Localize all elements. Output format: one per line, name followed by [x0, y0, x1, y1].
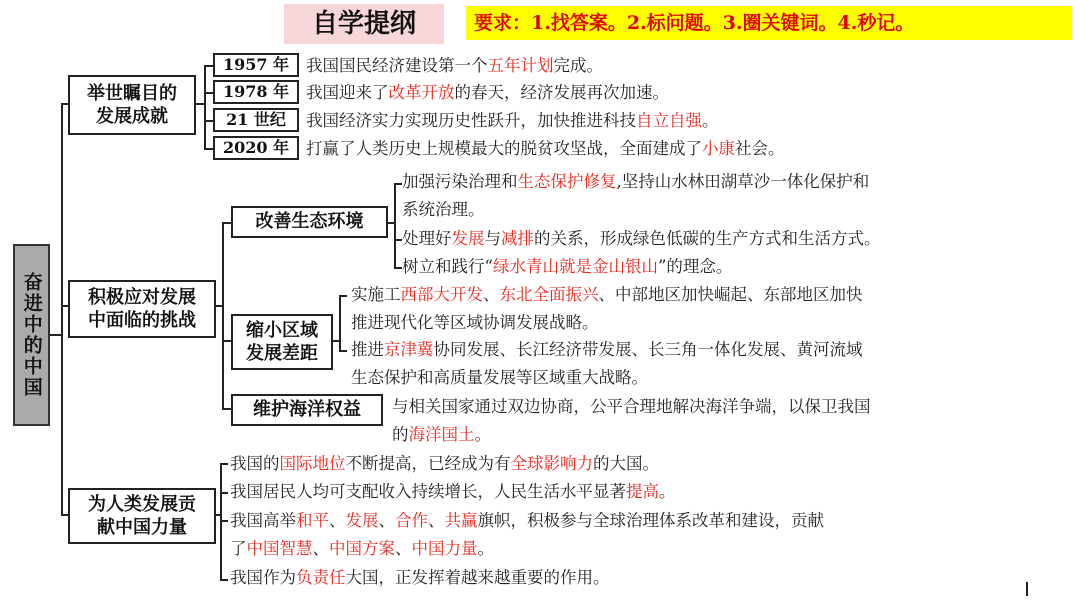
achievement-text	[306, 79, 669, 107]
text-segment: 系统治理。	[402, 200, 485, 219]
text-segment: 、中部地区加快崛起、东部地区加快	[598, 285, 863, 304]
text-segment: 的关系，形成绿色低碳的生产方式和生活方式。	[534, 229, 881, 248]
text-segment: 实施工	[351, 285, 401, 304]
text-segment: 的大国。	[593, 454, 659, 473]
regional-line	[351, 309, 599, 337]
branch-achievements	[68, 75, 196, 135]
text-segment: 。	[659, 482, 676, 501]
text-segment: 与相关国家通过双边协商，公平合理地解决海洋争端，以保卫我国	[392, 397, 871, 416]
text-segment: 、	[483, 285, 500, 304]
keyword-highlight: 全球影响力	[510, 454, 593, 473]
text-segment: 、	[378, 511, 395, 530]
text-segment: 完成。	[553, 56, 603, 75]
keyword-highlight: 自立自强	[636, 111, 702, 130]
branch-label: 发展成就	[96, 106, 168, 127]
contribution-line	[230, 478, 676, 506]
sub-ecology: 改善生态环境	[231, 206, 388, 238]
root-node	[13, 244, 50, 426]
text-segment: 处理好	[402, 229, 452, 248]
keyword-highlight: 和平	[296, 511, 329, 530]
regional-line	[351, 336, 863, 364]
keyword-highlight: 负责任	[296, 568, 346, 587]
keyword-highlight: 中国方案	[329, 539, 395, 558]
text-segment: 社会。	[735, 139, 785, 158]
sub-ocean: 维护海洋权益	[231, 394, 383, 426]
branch-label: 举世瞩目的	[87, 82, 177, 104]
text-segment: 。	[474, 425, 491, 444]
text-segment: 我国的	[230, 454, 280, 473]
achievement-text	[306, 135, 785, 163]
sub-label: 发展差距	[246, 343, 318, 364]
year-box: 1978 年	[213, 80, 299, 104]
text-segment: 、	[312, 539, 329, 558]
branch-label: 为人类发展贡	[88, 493, 196, 515]
text-segment: 推进	[351, 340, 384, 359]
text-segment: 。	[702, 111, 719, 130]
regional-line	[351, 364, 648, 392]
text-segment: 我国经济实力实现历史性跃升，加快推进科技	[306, 111, 636, 130]
text-segment: 我国国民经济建设第一个	[306, 56, 488, 75]
keyword-highlight: 海洋国土	[408, 425, 475, 444]
year-box: 21 世纪	[213, 108, 299, 132]
ocean-line	[392, 421, 491, 449]
ocean-line	[392, 393, 871, 421]
achievement-text	[306, 107, 719, 135]
text-segment: 不断提高，已经成为有	[345, 454, 511, 473]
keyword-highlight: 提高	[626, 482, 659, 501]
text-segment: 的春天，经济发展再次加速。	[454, 83, 669, 102]
keyword-highlight: 东北全面振兴	[499, 285, 599, 304]
text-segment: 打赢了人类历史上规模最大的脱贫攻坚战，全面建成了	[306, 139, 702, 158]
text-segment: 的	[392, 425, 409, 444]
branch-label: 积极应对发展	[88, 286, 196, 308]
text-segment: 我国迎来了	[306, 83, 389, 102]
keyword-highlight: 国际地位	[279, 454, 346, 473]
text-segment: 、	[428, 511, 445, 530]
keyword-highlight: 生态保护修复	[517, 172, 617, 191]
text-segment: 我国高举	[230, 511, 296, 530]
text-segment: 推进现代化等区域协调发展战略。	[351, 313, 599, 332]
keyword-highlight: 小康	[702, 139, 735, 158]
branch-challenges	[68, 280, 216, 338]
requirement-banner: 要求：1.找答案。2.标问题。3.圈关键词。4.秒记。	[466, 6, 1072, 40]
branch-label: 中面临的挑战	[88, 310, 196, 331]
page-title: 自学提纲	[284, 4, 444, 44]
keyword-highlight: 五年计划	[487, 56, 554, 75]
regional-line	[351, 281, 863, 309]
text-segment: ,坚持山水林田湖草沙一体化保护和	[616, 172, 870, 191]
text-segment: 了	[230, 539, 247, 558]
text-segment: 生态保护和高质量发展等区域重大战略。	[351, 368, 648, 387]
sub-regional	[231, 314, 333, 370]
branch-label: 献中国力量	[97, 517, 187, 538]
keyword-highlight: 发展	[345, 511, 379, 530]
keyword-highlight: 共赢	[444, 511, 478, 530]
text-segment: 与	[484, 229, 501, 248]
keyword-highlight: 绿水青山就是金山银山	[492, 257, 658, 276]
keyword-highlight: 发展	[451, 229, 485, 248]
contribution-line	[230, 450, 659, 478]
text-segment: 树立和践行“	[402, 257, 493, 276]
keyword-highlight: 合作	[395, 511, 428, 530]
contribution-line	[230, 507, 824, 535]
keyword-highlight: 中国智慧	[246, 539, 313, 558]
keyword-highlight: 改革开放	[388, 83, 455, 102]
root-label: 奋进中的中国	[20, 272, 43, 398]
branch-contribution	[68, 488, 216, 544]
ecology-line	[402, 225, 881, 253]
achievement-text	[306, 52, 603, 80]
keyword-highlight: 京津冀	[384, 340, 434, 359]
ecology-line	[402, 253, 732, 281]
ecology-line	[402, 196, 485, 224]
keyword-highlight: 中国力量	[411, 539, 478, 558]
sub-label: 缩小区域	[246, 319, 318, 341]
keyword-highlight: 减排	[501, 229, 534, 248]
text-segment: ”的理念。	[657, 257, 733, 276]
year-box: 2020 年	[213, 136, 299, 160]
text-segment: 旗帜，积极参与全球治理体系改革和建设，贡献	[477, 511, 824, 530]
text-segment: 协同发展、长江经济带发展、长三角一体化发展、黄河流域	[433, 340, 863, 359]
text-segment: 我国作为	[230, 568, 296, 587]
contribution-line	[230, 564, 610, 592]
text-segment: 、	[395, 539, 412, 558]
ecology-line	[402, 168, 869, 196]
year-box: 1957 年	[213, 53, 299, 77]
text-segment: 、	[329, 511, 346, 530]
text-segment: 。	[477, 539, 494, 558]
text-segment: 我国居民人均可支配收入持续增长，人民生活水平显著	[230, 482, 626, 501]
keyword-highlight: 西部大开发	[400, 285, 483, 304]
contribution-line	[230, 535, 494, 563]
text-segment: 加强污染治理和	[402, 172, 518, 191]
text-segment: 大国，正发挥着越来越重要的作用。	[345, 568, 610, 587]
